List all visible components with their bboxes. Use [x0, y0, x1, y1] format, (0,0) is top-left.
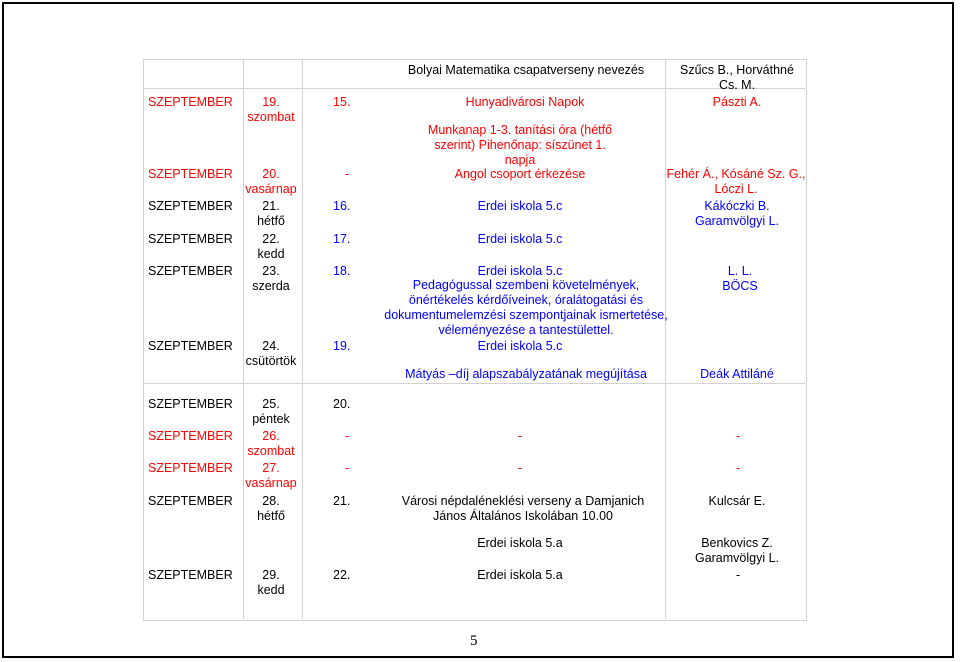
person-cell: - [736, 429, 741, 443]
person-cell: Pászti A. [712, 95, 762, 109]
person-cell: L. L. BÖCS [722, 264, 758, 293]
day-cell: 20. vasárnap [245, 167, 297, 196]
month-cell: SZEPTEMBER [148, 167, 233, 181]
month-cell: SZEPTEMBER [148, 429, 233, 443]
event-title: Városi népdaléneklési verseny a Damjanich János Általános Iskolában 10.00 [401, 494, 645, 523]
column-divider [302, 59, 303, 619]
day-cell: 24. csütörtök [245, 339, 297, 368]
column-divider [665, 59, 666, 619]
page-number: 5 [470, 633, 478, 649]
month-cell: SZEPTEMBER [148, 461, 233, 475]
event-number: 21. [333, 494, 351, 508]
day-cell: 27. vasárnap [245, 461, 297, 490]
month-cell: SZEPTEMBER [148, 494, 233, 508]
event-number: 17. [333, 232, 351, 246]
day-cell: 22. kedd [257, 232, 285, 261]
event-number: 15. [333, 95, 351, 109]
day-cell: 26. szombat [247, 429, 295, 458]
month-cell: SZEPTEMBER [148, 568, 233, 582]
event-detail: Erdei iskola 5.a [477, 536, 563, 550]
header-title: Bolyai Matematika csapatverseny nevezés [407, 63, 645, 77]
month-cell: SZEPTEMBER [148, 397, 233, 411]
event-title: - [517, 461, 523, 475]
event-number: 18. [333, 264, 351, 278]
event-title: Erdei iskola 5.c [477, 339, 563, 353]
event-number: 22. [333, 568, 351, 582]
event-number: 19. [333, 339, 351, 353]
event-title: Angol csoport érkezése [454, 167, 586, 181]
person-cell: Kákóczki B. Garamvölgyi L. [694, 199, 780, 228]
month-cell: SZEPTEMBER [148, 199, 233, 213]
month-cell: SZEPTEMBER [148, 232, 233, 246]
event-title: Erdei iskola 5.a [477, 568, 563, 582]
event-number: - [345, 461, 350, 475]
month-cell: SZEPTEMBER [148, 339, 233, 353]
event-number: 16. [333, 199, 351, 213]
event-number: - [345, 167, 350, 181]
person-cell: - [736, 568, 741, 582]
event-detail: Munkanap 1-3. tanítási óra (hétfő szerint) Pihenőnap: síszünet 1. napja [427, 123, 613, 167]
person-cell: - [736, 461, 741, 475]
event-number: 20. [333, 397, 351, 411]
header-responsible: Szűcs B., Horváthné Cs. M. [680, 63, 794, 92]
event-title: Erdei iskola 5.c [477, 264, 563, 278]
day-cell: 25. péntek [252, 397, 290, 426]
row-divider [143, 383, 805, 384]
day-cell: 23. szerda [252, 264, 290, 293]
person-detail: Benkovics Z. Garamvölgyi L. [694, 536, 780, 565]
day-cell: 19. szombat [247, 95, 295, 124]
month-cell: SZEPTEMBER [148, 95, 233, 109]
event-detail: Mátyás –díj alapszabályzatának megújítása [405, 367, 647, 381]
day-cell: 28. hétfő [257, 494, 285, 523]
event-detail: Pedagógussal szembeni követelmények, önértékelés kérdőíveinek, óralátogatási és dokumentumelemzési szempontjainak ismertetése, véleményezése a tantestülettel. [384, 278, 668, 337]
event-number: - [345, 429, 350, 443]
person-cell: Fehér Á., Kósáné Sz. G., Lóczi L. [666, 167, 806, 196]
person-cell: Deák Attiláné [700, 367, 774, 381]
person-cell: Kulcsár E. [708, 494, 766, 508]
month-cell: SZEPTEMBER [148, 264, 233, 278]
event-title: Hunyadivárosi Napok [465, 95, 585, 109]
day-cell: 21. hétfő [257, 199, 285, 228]
event-title: - [517, 429, 523, 443]
day-cell: 29. kedd [257, 568, 285, 597]
event-title: Erdei iskola 5.c [477, 232, 563, 246]
event-title: Erdei iskola 5.c [477, 199, 563, 213]
